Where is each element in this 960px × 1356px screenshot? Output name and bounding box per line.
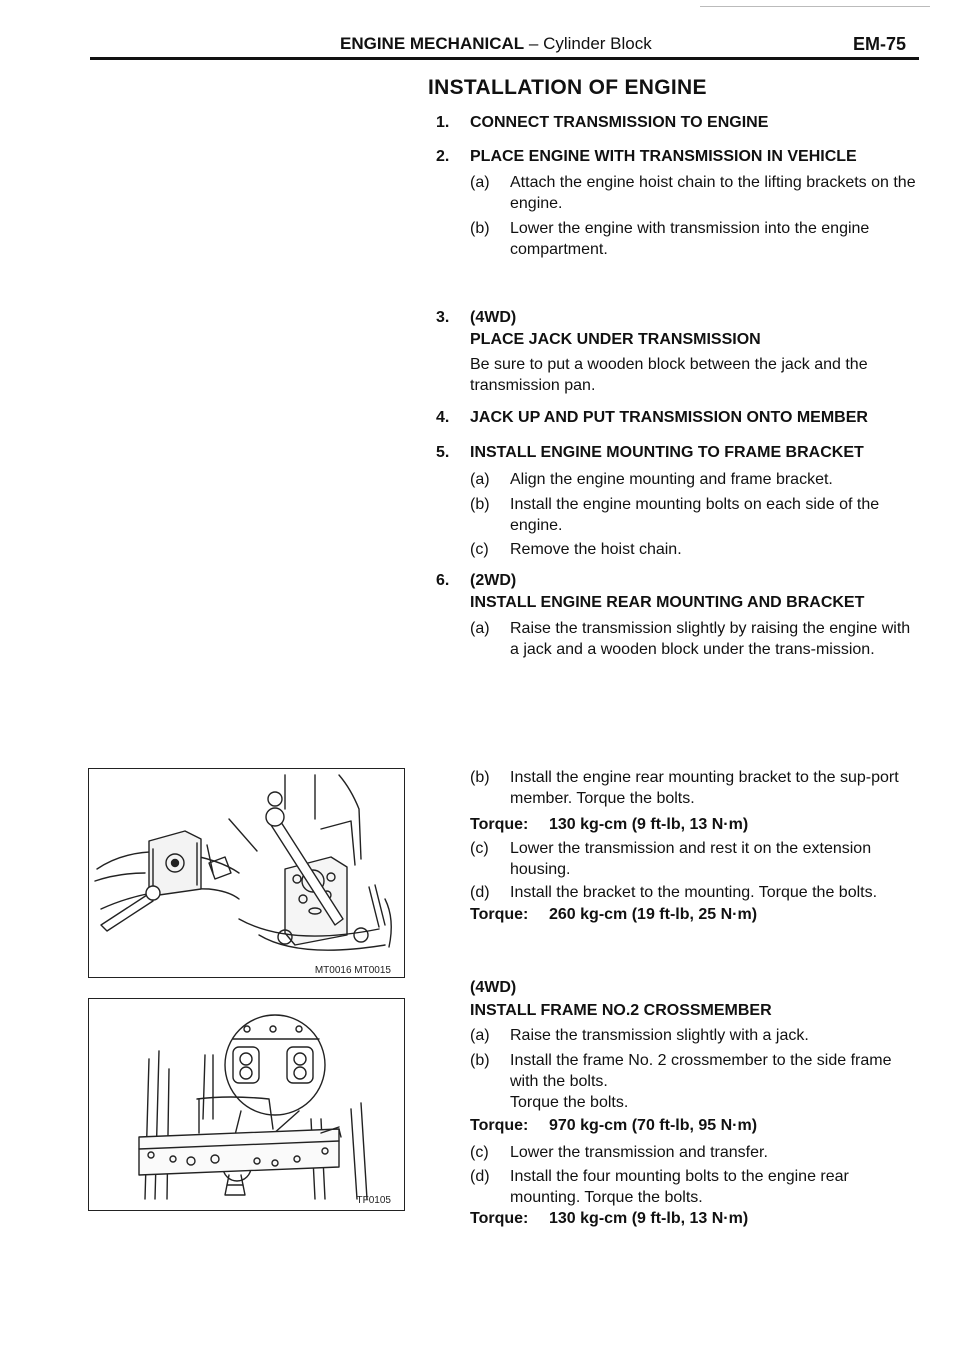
step-6-qualifier: (2WD) bbox=[470, 572, 517, 589]
step-1-number: 1. bbox=[436, 114, 450, 131]
sub-text: Install the engine mounting bolts on each side of the engine. bbox=[510, 496, 880, 534]
sub-label: (a) bbox=[470, 471, 490, 488]
step-7-heading: INSTALL FRAME NO.2 CROSSMEMBER bbox=[470, 1002, 772, 1019]
sub-text: Lower the engine with transmission into the engine compartment. bbox=[510, 220, 870, 258]
step-6-number: 6. bbox=[436, 572, 450, 589]
torque-label: Torque: bbox=[470, 816, 529, 833]
step-6-torque-2 bbox=[470, 906, 758, 924]
sub-label: (d) bbox=[470, 884, 490, 901]
step-3-qualifier: (4WD) bbox=[470, 309, 517, 326]
step-2-number: 2. bbox=[436, 148, 450, 165]
crossmember-illustration bbox=[89, 999, 404, 1210]
page-number: EM-75 bbox=[853, 34, 907, 54]
torque-label: Torque: bbox=[470, 1117, 529, 1134]
step-2-heading: PLACE ENGINE WITH TRANSMISSION IN VEHICLE bbox=[470, 148, 857, 165]
sub-text: Remove the hoist chain. bbox=[510, 541, 682, 558]
torque-value: 260 kg-cm (19 ft-lb, 25 N·m) bbox=[549, 906, 758, 923]
rear-mounting-illustration bbox=[89, 769, 404, 977]
sub-label: (b) bbox=[470, 1052, 490, 1069]
header-top-line bbox=[700, 6, 930, 7]
sub-label: (d) bbox=[470, 1168, 490, 1185]
sub-label: (a) bbox=[470, 620, 490, 637]
step-3-number: 3. bbox=[436, 309, 450, 326]
sub-label: (b) bbox=[470, 769, 490, 786]
sub-label: (c) bbox=[470, 1144, 489, 1161]
step-3-heading: PLACE JACK UNDER TRANSMISSION bbox=[470, 331, 761, 348]
sub-text: Install the engine rear mounting bracket to the sup-port member. Torque the bolts. bbox=[510, 769, 899, 807]
header-subsection: Cylinder Block bbox=[543, 34, 652, 53]
sub-text: Install the four mounting bolts to the engine rear mounting. Torque the bolts. bbox=[510, 1168, 849, 1206]
step-6-torque-1 bbox=[470, 816, 749, 834]
sub-label: (b) bbox=[470, 220, 490, 237]
sub-label: (a) bbox=[470, 1027, 490, 1044]
sub-text: Install the bracket to the mounting. Torque the bolts. bbox=[510, 884, 878, 901]
step-6-heading: INSTALL ENGINE REAR MOUNTING AND BRACKET bbox=[470, 594, 865, 611]
sub-text: Raise the transmission slightly by raising the engine with a jack and a wooden block under the trans-mission. bbox=[510, 620, 911, 658]
torque-label: Torque: bbox=[470, 1210, 529, 1227]
torque-value: 130 kg-cm (9 ft-lb, 13 N·m) bbox=[549, 816, 749, 833]
sub-label: (a) bbox=[470, 174, 490, 191]
sub-text: Raise the transmission slightly with a jack. bbox=[510, 1027, 809, 1044]
torque-label: Torque: bbox=[470, 906, 529, 923]
sub-label: (b) bbox=[470, 496, 490, 513]
sub-label: (c) bbox=[470, 541, 489, 558]
sub-text: Lower the transmission and transfer. bbox=[510, 1144, 768, 1161]
header-rule bbox=[90, 57, 919, 60]
step-7-torque-2 bbox=[470, 1210, 749, 1228]
step-7-qualifier: (4WD) bbox=[470, 979, 517, 996]
step-5-heading: INSTALL ENGINE MOUNTING TO FRAME BRACKET bbox=[470, 444, 864, 461]
sub-text: Attach the engine hoist chain to the lifting brackets on the engine. bbox=[510, 174, 916, 212]
header-section: ENGINE MECHANICAL bbox=[340, 34, 525, 53]
sub-text: Lower the transmission and rest it on the extension housing. bbox=[510, 840, 872, 878]
step-1-heading: CONNECT TRANSMISSION TO ENGINE bbox=[470, 114, 769, 131]
figure-code: TF0105 bbox=[356, 1195, 391, 1206]
page-title: INSTALLATION OF ENGINE bbox=[428, 76, 707, 99]
sub-label: (c) bbox=[470, 840, 489, 857]
figure-crossmember bbox=[88, 998, 405, 1211]
step-5-number: 5. bbox=[436, 444, 450, 461]
sub-text: Install the frame No. 2 crossmember to the side frame with the bolts. bbox=[510, 1052, 892, 1090]
running-header bbox=[340, 34, 652, 54]
step-3-note: Be sure to put a wooden block between the jack and the transmission pan. bbox=[470, 356, 868, 394]
header-dash: – bbox=[524, 34, 544, 53]
step-7b-extra: Torque the bolts. bbox=[510, 1094, 629, 1111]
torque-value: 970 kg-cm (70 ft-lb, 95 N·m) bbox=[549, 1117, 758, 1134]
sub-text: Align the engine mounting and frame bracket. bbox=[510, 471, 833, 488]
figure-code: MT0016 MT0015 bbox=[314, 965, 391, 976]
step-4-heading: JACK UP AND PUT TRANSMISSION ONTO MEMBER bbox=[470, 409, 868, 426]
torque-value: 130 kg-cm (9 ft-lb, 13 N·m) bbox=[549, 1210, 749, 1227]
step-4-number: 4. bbox=[436, 409, 450, 426]
step-7-torque-1 bbox=[470, 1117, 758, 1135]
figure-rear-mounting bbox=[88, 768, 405, 978]
